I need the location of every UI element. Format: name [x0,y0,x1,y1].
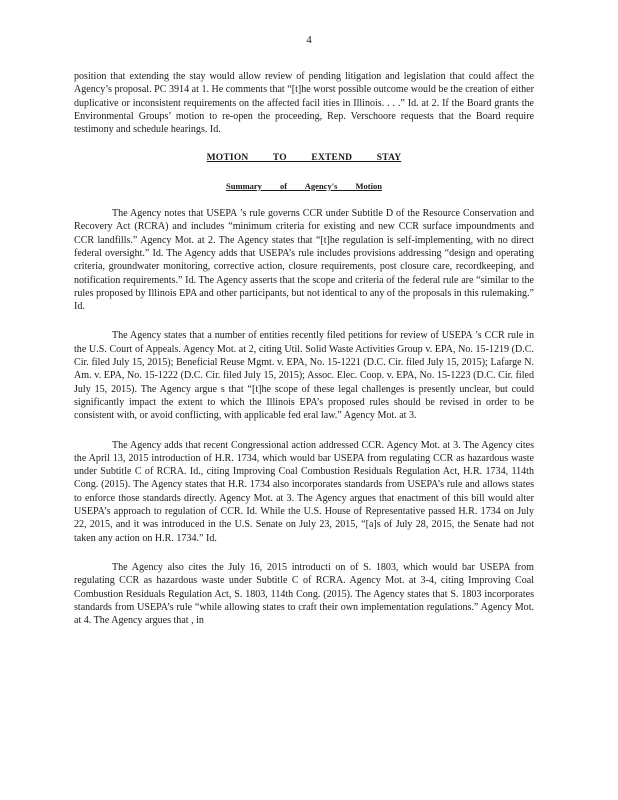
intro-paragraph: position that extending the stay would allow review of pending litigation and legislation that could affect the Agency’s proposal. PC 3914 at 1. He comments that “[t]he worst possible outcome would be the creation of either duplicative or inconsistent requirements on the affected facil ities in Illinois. . . .” Id. at 2. If the Board grants the Environmental Groups’ motion to re-open the proceeding, Rep. Verschoore requests that the Board require testimony and schedule hearings. Id. [74,71,534,136]
paragraph-petitions-for-review: The Agency states that a number of entities recently filed petitions for review of USEPA ’s CCR rule in the U.S. Court of Appeals. Agency Mot. at 2, citing Util. Solid Waste Activities Group v. EPA, No. 15-1219 (D.C. Cir. filed July 15, 2015); Beneficial Reuse Mgmt. v. EPA, No. 15-1221 (D.C. Cir. filed July 15, 2015); Lafarge N. Am. v. EPA, No. 15-1222 (D.C. Cir. filed July 15, 2015); Assoc. Elec. Coop. v. EPA, No. 15-1223 (D.C. Cir. filed July 15, 2015). The Agency argue s that “[t]he scope of these legal challenges is presently unclear, but could significantly impact the extent to which the Illinois EPA’s proposed rules should be revised in order to be consistent with, or avoid conflicting, with applicable fed eral law.” Agency Mot. at 3. [74,330,534,422]
paragraph-senate-bill: The Agency also cites the July 16, 2015 introducti on of S. 1803, which would bar USEPA from regulating CCR as hazardous waste under Subtitle C of RCRA. Agency Mot. at 3-4, citing Improving Coal Combustion Residuals Regulation Act, S. 1803, 114th Cong. (2015). The Agency states that S. 1803 incorporates standards from USEPA’s rule “while allowing states to craft their own implementation regulations.” Agency Mot. at 4. The Agency argues that , in [74,561,534,627]
section-heading: MOTION TO EXTEND STAY [206,153,402,164]
page-number: 4 [306,34,312,46]
subsection-heading: Summary of Agency's Motion [226,180,382,191]
document-body [74,70,534,643]
paragraph-agency-notes: The Agency notes that USEPA ’s rule governs CCR under Subtitle D of the Resource Conservation and Recovery Act (RCRA) and includes “minimum criteria for existing and new CCR surface impoundments and CCR landfills.” Agency Mot. at 2. The Agency states that “[t]he regulation is self-implementing, with no direct federal oversight.” Id. The Agency adds that USEPA’s rule includes provisions addressing “design and operating criteria, groundwater monitoring, corrective action, closure requirements, post closure care, recordkeeping, and notification requirements.” Id. The Agency asserts that the scope and criteria of the federal rule are “similar to the rules proposed by Illinois EPA and other participants, but not identical to any of the proposals in this rulemaking.” Id. [74,208,534,313]
paragraph-congressional-action: The Agency adds that recent Congressional action addressed CCR. Agency Mot. at 3. The Agency cites the April 13, 2015 introduction of H.R. 1734, which would bar USEPA from regulating CCR as hazardous waste under Subtitle C of RCRA. Id., citing Improving Coal Combustion Residuals Regulation Act, H.R. 1734, 114th Cong. (2015). The Agency states that H.R. 1734 also incorporates standards from USEPA’s rule and allows states to enforce those standards directly. Agency Mot. at 3. The Agency argues that enactment of this bill would alter USEPA’s approach to regulation of CCR. Id. While the U.S. House of Representative passed H.R. 1734 on July 22, 2015, and it was introduced in the U.S. Senate on July 23, 2015, “[a]s of July 28, 2015, the Senate had not taken any action on H.R. 1734.” Id. [74,439,534,544]
